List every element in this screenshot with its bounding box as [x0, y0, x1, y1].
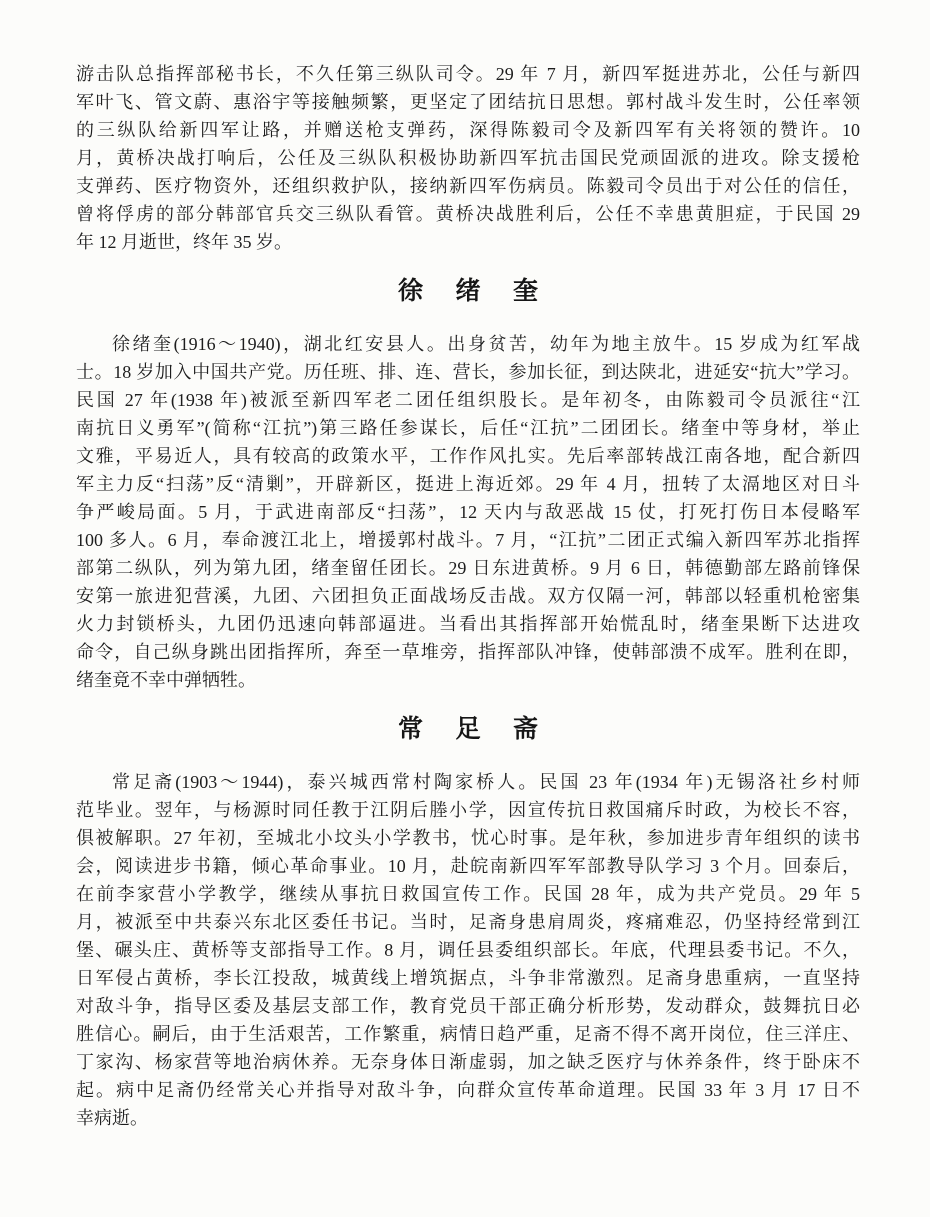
text-line: 起。病中足斋仍经常关心并指导对敌斗争，向群众宣传革命道理。民国 33 年 3 月 17 日不 [76, 1080, 860, 1100]
text-line: 100 多人。6 月，奉命渡江北上，增援郭村战斗。7 月，“江抗”二团正式编入新四军苏北指挥 [76, 530, 860, 550]
section-heading: 徐 绪 奎 [397, 278, 538, 305]
text-line: 丁家沟、杨家营等地治病休养。无奈身体日渐虚弱，加之缺乏医疗与休养条件，终于卧床不 [76, 1052, 860, 1072]
text-line: 命令，自己纵身跳出团指挥所，奔至一草堆旁，指挥部队冲锋，使韩部溃不成军。胜利在即， [76, 642, 860, 662]
text-line: 火力封锁桥头，九团仍迅速向韩部逼进。当看出其指挥部开始慌乱时，绪奎果断下达进攻 [76, 614, 860, 634]
text-line: 对敌斗争，指导区委及基层支部工作，教育党员干部正确分析形势，发动群众，鼓舞抗日必 [76, 996, 860, 1016]
text-line: 会，阅读进步书籍，倾心革命事业。10 月，赴皖南新四军军部教导队学习 3 个月。回泰后， [76, 856, 860, 876]
text-line: 徐绪奎(1916～1940)，湖北红安县人。出身贫苦，幼年为地主放牛。15 岁成为红军战 [112, 334, 860, 354]
text-line: 军主力反“扫荡”反“清剿”，开辟新区，挺进上海近郊。29 年 4 月，扭转了太滆地区对日斗 [76, 474, 860, 494]
text-line: 支弹药、医疗物资外，还组织救护队，接纳新四军伤病员。陈毅司令员出于对公任的信任， [76, 176, 860, 196]
text-line: 军叶飞、管文蔚、惠浴宇等接触频繁，更坚定了团结抗日思想。郭村战斗发生时，公任率领 [76, 92, 860, 112]
text-line: 曾将俘虏的部分韩部官兵交三纵队看管。黄桥决战胜利后，公任不幸患黄胆症，于民国 29 [76, 204, 860, 224]
text-line: 日军侵占黄桥，李长江投敌，城黄线上增筑据点，斗争非常激烈。足斋身患重病，一直坚持 [76, 968, 860, 988]
text-line: 游击队总指挥部秘书长，不久任第三纵队司令。29 年 7 月，新四军挺进苏北，公任与新四 [76, 64, 860, 84]
text-line: 士。18 岁加入中国共产党。历任班、排、连、营长，参加长征，到达陕北，进延安“抗大”学习。 [76, 362, 860, 382]
text-line: 月，黄桥决战打响后，公任及三纵队积极协助新四军抗击国民党顽固派的进攻。除支援枪 [76, 148, 860, 168]
text-line: 绪奎竟不幸中弹牺牲。 [76, 670, 256, 690]
text-column [76, 60, 860, 1132]
text-line: 争严峻局面。5 月，于武进南部反“扫荡”，12 天内与敌恶战 15 仗，打死打伤日本侵略军 [76, 502, 860, 522]
text-line: 文雅，平易近人，具有较高的政策水平，工作作风扎实。先后率部转战江南各地，配合新四 [76, 446, 860, 466]
text-line: 部第二纵队，列为第九团，绪奎留任团长。29 日东进黄桥。9 月 6 日，韩德勤部左路前锋保 [76, 558, 860, 578]
body-paragraph [76, 330, 860, 694]
text-line: 堡、碾头庄、黄桥等支部指导工作。8 月，调任县委组织部长。年底，代理县委书记。不久， [76, 940, 860, 960]
text-line: 的三纵队给新四军让路，并赠送枪支弹药，深得陈毅司令及新四军有关将领的赞许。10 [76, 120, 860, 140]
text-line: 南抗日义勇军”(简称“江抗”)第三路任参谋长，后任“江抗”二团团长。绪奎中等身材，举止 [76, 418, 860, 438]
text-line: 胜信心。嗣后，由于生活艰苦，工作繁重，病情日趋严重，足斋不得不离开岗位，住三洋庄、 [76, 1024, 860, 1044]
text-line: 民国 27 年(1938 年)被派至新四军老二团任组织股长。是年初冬，由陈毅司令员派往“江 [76, 390, 860, 410]
text-line: 在前李家营小学教学，继续从事抗日救国宣传工作。民国 28 年，成为共产党员。29 年 5 [76, 884, 860, 904]
section-heading: 常 足 斋 [397, 716, 538, 743]
body-paragraph [76, 768, 860, 1132]
body-paragraph [76, 60, 860, 256]
text-line: 月，被派至中共泰兴东北区委任书记。当时，足斋身患肩周炎，疼痛难忍，仍坚持经常到江 [76, 912, 860, 932]
text-line: 常足斋(1903～1944)，泰兴城西常村陶家桥人。民国 23 年(1934 年)无锡洛社乡村师 [112, 772, 860, 792]
text-line: 俱被解职。27 年初，至城北小坟头小学教书，忧心时事。是年秋，参加进步青年组织的读书 [76, 828, 860, 848]
text-line: 安第一旅进犯营溪，九团、六团担负正面战场反击战。双方仅隔一河，韩部以轻重机枪密集 [76, 586, 860, 606]
text-line: 幸病逝。 [76, 1108, 148, 1128]
text-line: 年 12 月逝世，终年 35 岁。 [76, 232, 292, 252]
text-line: 范毕业。翌年，与杨源时同任教于江阴后塍小学，因宣传抗日救国痛斥时政，为校长不容， [76, 800, 860, 820]
